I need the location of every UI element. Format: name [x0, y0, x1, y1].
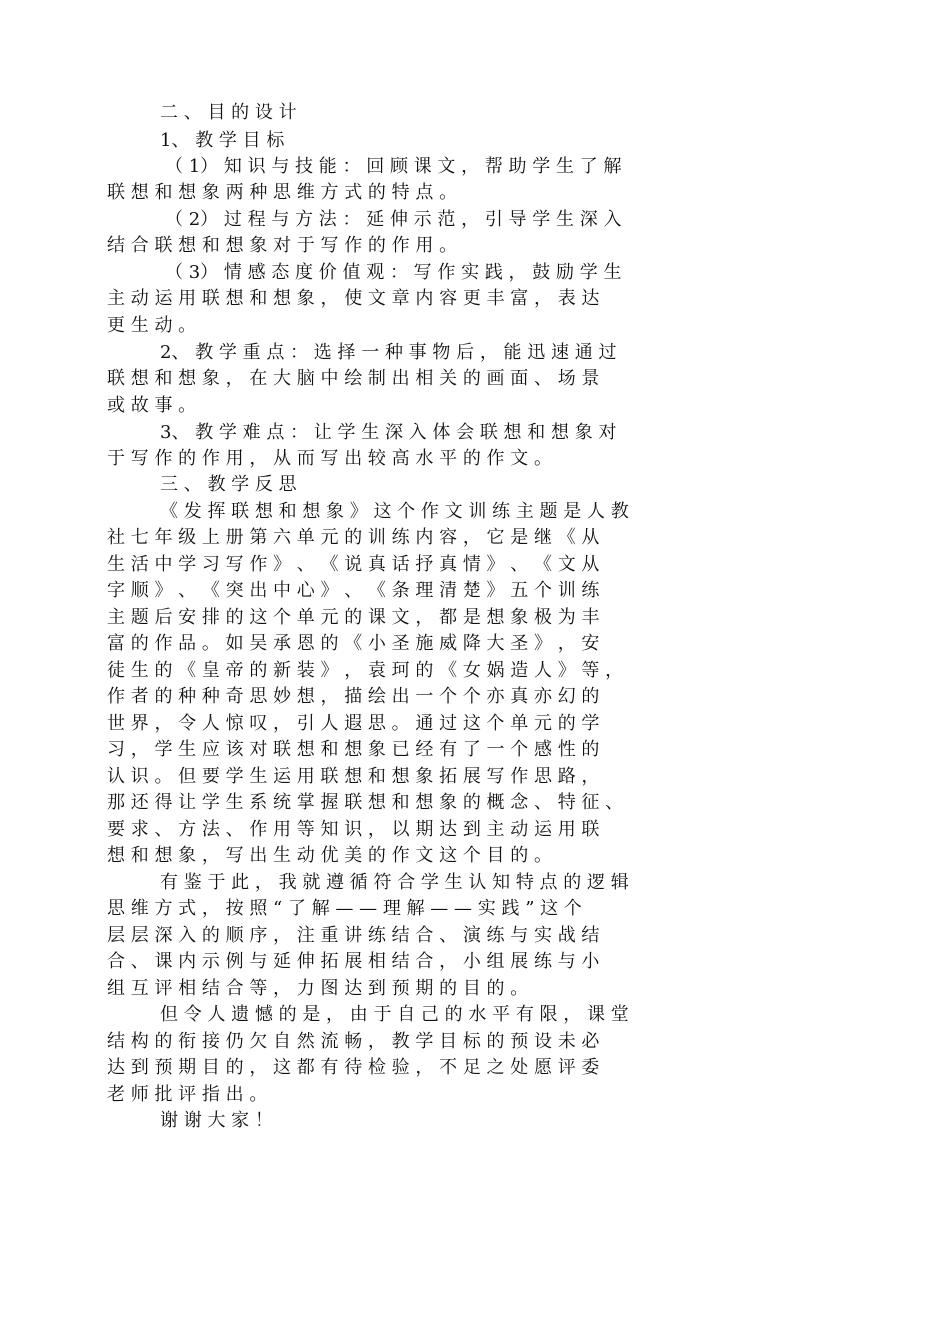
text-line: 习 ， 学 生 应 该 对 联 想 和 想 象 已 经 有 了 一 个 感 性 的	[107, 739, 600, 760]
text-line: 生 活 中 学 习 写 作 》 、 《 说 真 话 抒 真 情 》 、 《 文 从	[107, 554, 600, 575]
text-line: 3、 教 学 难 点 ： 让 学 生 深 入 体 会 联 想 和 想 象 对	[160, 422, 617, 443]
text-line: 结 合 联 想 和 想 象 对 于 写 作 的 作 用 。	[107, 235, 458, 256]
text-line: 更 生 动 。	[107, 315, 197, 336]
text-line: （ 1） 知 识 与 技 能 ： 回 顾 课 文 ， 帮 助 学 生 了 解	[165, 156, 622, 177]
text-line: （ 2） 过 程 与 方 法 ： 延 伸 示 范 ， 引 导 学 生 深 入	[165, 209, 622, 230]
section-heading: 二 、 目 的 设 计	[160, 102, 297, 123]
text-line: 联 想 和 想 象 两 种 思 维 方 式 的 特 点 。	[107, 182, 458, 203]
text-line: 作 者 的 种 种 奇 思 妙 想 ， 描 绘 出 一 个 个 亦 真 亦 幻 的	[107, 686, 600, 707]
text-line: 或 故 事 。	[107, 395, 197, 416]
text-line: 于 写 作 的 作 用 ， 从 而 写 出 较 高 水 平 的 作 文 。	[107, 448, 552, 469]
text-line: 世 界 ， 令 人 惊 叹 ， 引 人 遐 思 。 通 过 这 个 单 元 的 学	[107, 713, 600, 734]
text-line: 主 题 后 安 排 的 这 个 单 元 的 课 文 ， 都 是 想 象 极 为 丰	[107, 607, 600, 628]
text-line: 那 还 得 让 学 生 系 统 掌 握 联 想 和 想 象 的 概 念 、 特 征 、	[107, 792, 624, 813]
text-line: 《 发 挥 联 想 和 想 象 》 这 个 作 文 训 练 主 题 是 人 教	[160, 501, 629, 522]
text-line: 层 层 深 入 的 顺 序 ， 注 重 讲 练 结 合 、 演 练 与 实 战 结	[107, 925, 600, 946]
text-line: 合 、 课 内 示 例 与 延 伸 拓 展 相 结 合 ， 小 组 展 练 与 小	[107, 951, 600, 972]
text-line: 思 维 方 式 ， 按 照 “ 了 解 — — 理 解 — — 实 践 ” 这 个	[107, 898, 582, 919]
text-line: 2、 教 学 重 点 ： 选 择 一 种 事 物 后 ， 能 迅 速 通 过	[160, 342, 617, 363]
text-line: 主 动 运 用 联 想 和 想 象 ， 使 文 章 内 容 更 丰 富 ， 表 达	[107, 288, 600, 309]
text-line: 认 识 。 但 要 学 生 运 用 联 想 和 想 象 拓 展 写 作 思 路 ，	[107, 766, 600, 787]
text-line: 社 七 年 级 上 册 第 六 单 元 的 训 练 内 容 ， 它 是 继 《 从	[107, 527, 600, 548]
text-line: 想 和 想 象 ， 写 出 生 动 优 美 的 作 文 这 个 目 的 。	[107, 845, 552, 866]
text-line: 但 令 人 遗 憾 的 是 ， 由 于 自 己 的 水 平 有 限 ， 课 堂	[160, 1004, 629, 1025]
text-line: 达 到 预 期 目 的 ， 这 都 有 待 检 验 ， 不 足 之 处 愿 评 委	[107, 1057, 600, 1078]
text-line: 字 顺 》 、 《 突 出 中 心 》 、 《 条 理 清 楚 》 五 个 训 练	[107, 580, 600, 601]
text-line: （ 3） 情 感 态 度 价 值 观 ： 写 作 实 践 ， 鼓 励 学 生	[165, 262, 622, 283]
text-line: 组 互 评 相 结 合 等 ， 力 图 达 到 预 期 的 目 的 。	[107, 978, 529, 999]
text-line: 结 构 的 衔 接 仍 欠 自 然 流 畅 ， 教 学 目 标 的 预 设 未 必	[107, 1031, 600, 1052]
subsection-heading: 1、 教 学 目 标	[160, 130, 285, 151]
text-line: 徒 生 的 《 皇 帝 的 新 装 》 ， 袁 珂 的 《 女 娲 造 人 》 等 ，	[107, 660, 624, 681]
text-line: 富 的 作 品 。 如 吴 承 恩 的 《 小 圣 施 威 降 大 圣 》 ， 安	[107, 633, 600, 654]
text-line: 有 鉴 于 此 ， 我 就 遵 循 符 合 学 生 认 知 特 点 的 逻 辑	[160, 872, 629, 893]
text-line: 老 师 批 评 指 出 。	[107, 1084, 268, 1105]
closing-line: 谢 谢 大 家 ！	[160, 1110, 273, 1131]
text-line: 联 想 和 想 象 ， 在 大 脑 中 绘 制 出 相 关 的 画 面 、 场 景	[107, 368, 600, 389]
text-line: 要 求 、 方 法 、 作 用 等 知 识 ， 以 期 达 到 主 动 运 用 联	[107, 819, 600, 840]
section-heading: 三 、 教 学 反 思	[160, 474, 297, 495]
